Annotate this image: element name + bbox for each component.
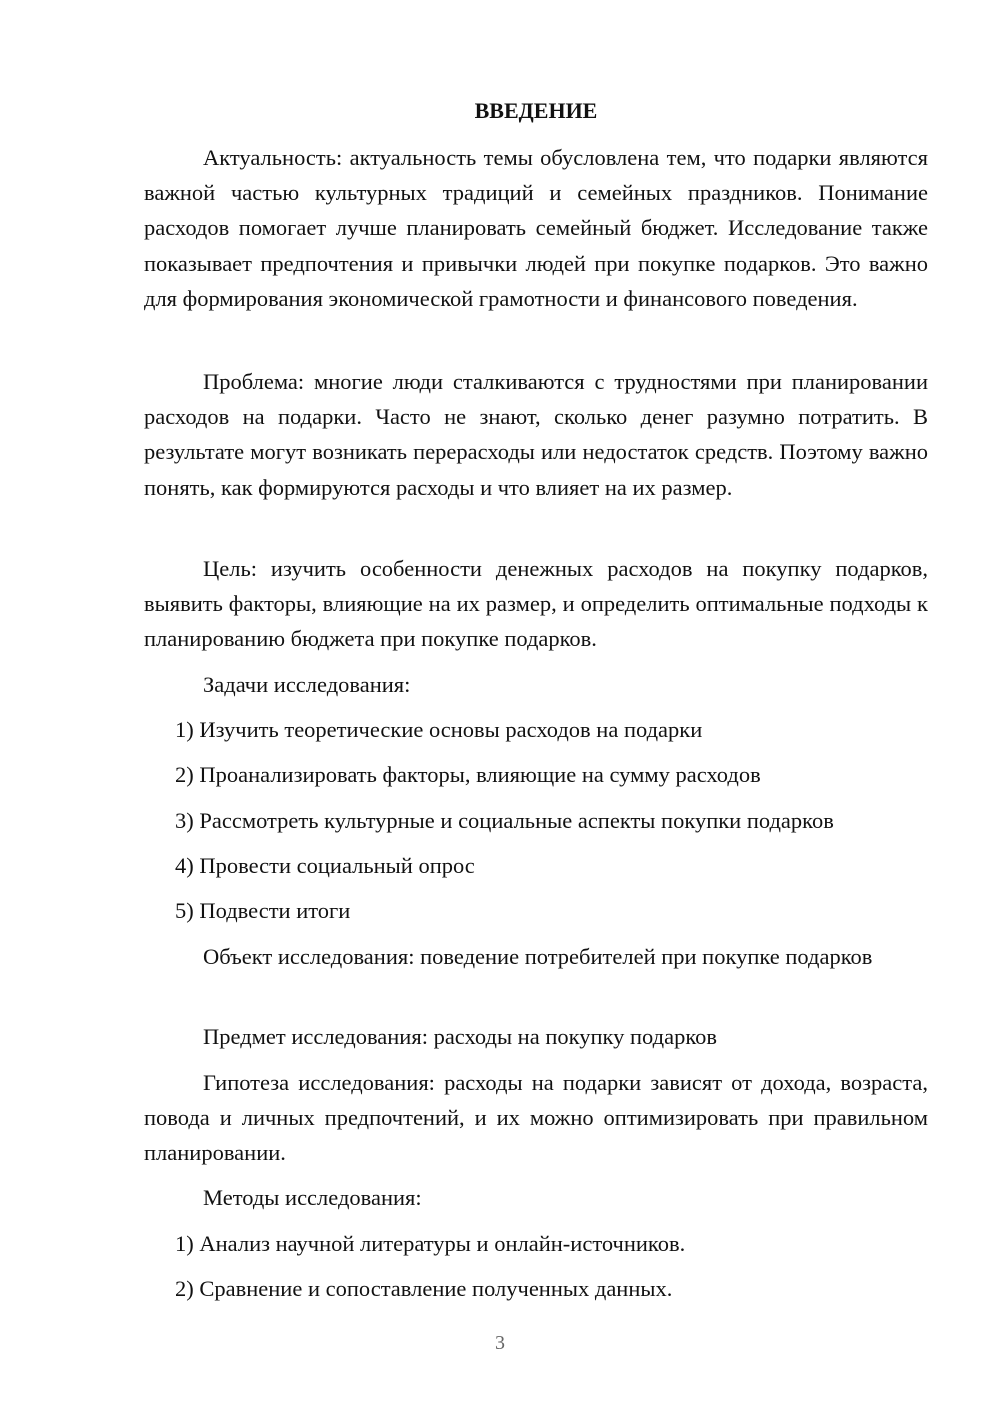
hypothesis-paragraph: Гипотеза исследования: расходы на подарки зависят от дохода, возраста, повода и личных предпочтений, и их можно оптимизировать при правильном планировании. xyxy=(144,1070,928,1166)
methods-label: Методы исследования: xyxy=(203,1185,422,1210)
tasks-label: Задачи исследования: xyxy=(203,672,411,697)
task-item: 5) Подвести итоги xyxy=(175,898,351,923)
method-item: 1) Анализ научной литературы и онлайн-источников. xyxy=(175,1231,686,1256)
page-number: 3 xyxy=(495,1332,505,1354)
page-title: ВВЕДЕНИЕ xyxy=(474,98,598,123)
task-item: 3) Рассмотреть культурные и социальные аспекты покупки подарков xyxy=(175,808,834,833)
task-item: 2) Проанализировать факторы, влияющие на сумму расходов xyxy=(175,762,761,787)
relevance-paragraph: Актуальность: актуальность темы обусловлена тем, что подарки являются важной частью культурных традиций и семейных праздников. Понимание расходов помогает лучше планировать семейный бюджет. Исследование также показывает предпочтения и привычки людей при покупке подарков. Это важно для формирования экономической грамотности и финансового поведения. xyxy=(144,145,928,311)
object-paragraph: Объект исследования: поведение потребителей при покупке подарков xyxy=(203,944,873,969)
subject-paragraph: Предмет исследования: расходы на покупку подарков xyxy=(203,1024,718,1049)
task-item: 4) Провести социальный опрос xyxy=(175,853,475,878)
method-item: 2) Сравнение и сопоставление полученных данных. xyxy=(175,1276,673,1301)
goal-paragraph: Цель: изучить особенности денежных расходов на покупку подарков, выявить факторы, влияющие на их размер, и определить оптимальные подходы к планированию бюджета при покупке подарков. xyxy=(144,556,928,652)
task-item: 1) Изучить теоретические основы расходов на подарки xyxy=(175,717,703,742)
problem-paragraph: Проблема: многие люди сталкиваются с трудностями при планировании расходов на подарки. Часто не знают, сколько денег разумно потратить. В результате могут возникать перерасходы или недостаток средств. Поэтому важно понять, как формируются расходы и что влияет на их размер. xyxy=(144,369,928,500)
